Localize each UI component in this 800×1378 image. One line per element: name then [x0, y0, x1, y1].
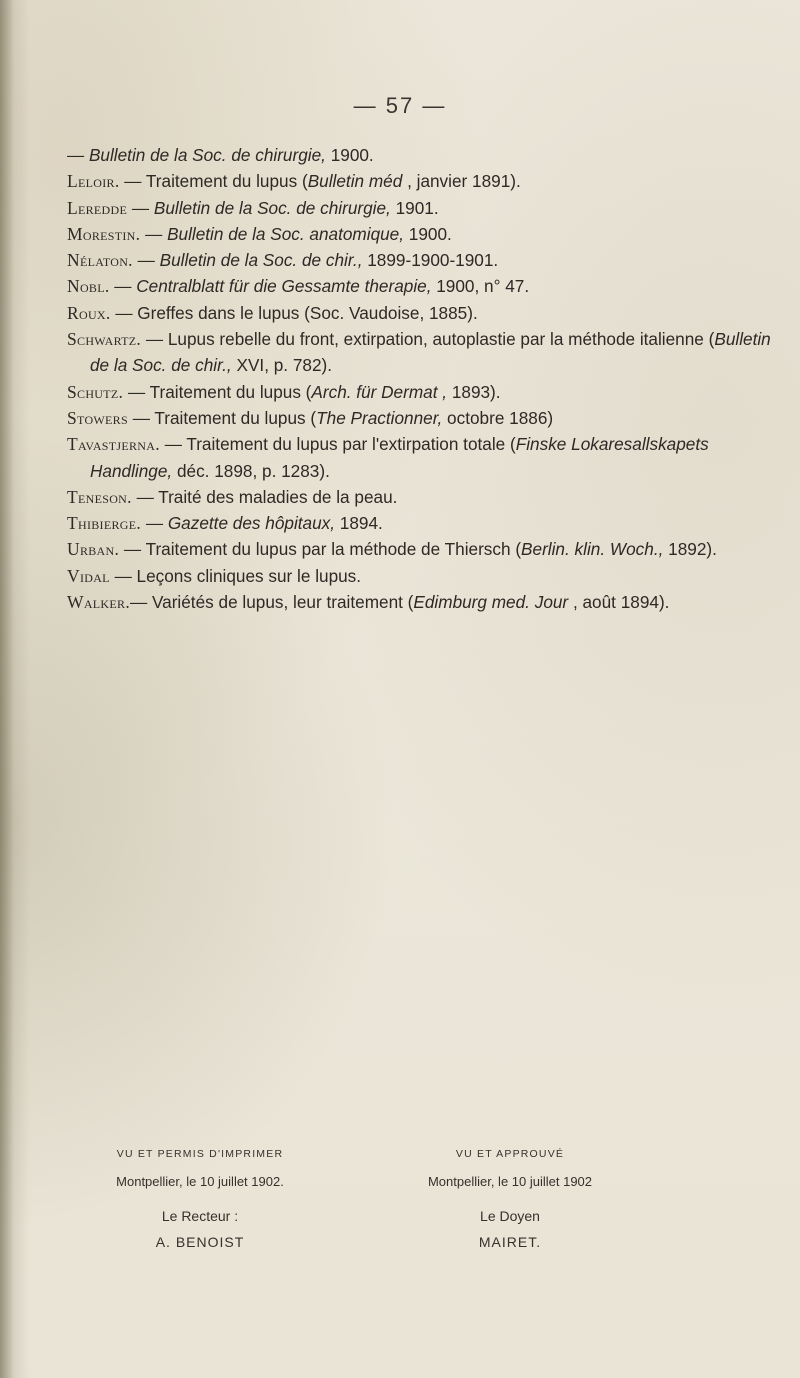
entry-journal-title: Berlin. klin. Woch.,: [521, 539, 664, 560]
entry-journal-title: Bulletin de la Soc. anatomique,: [167, 223, 405, 244]
entry-journal-title: Bulletin de la Soc. de chirurgie,: [88, 145, 326, 165]
entry-author: Morestin.: [67, 223, 141, 244]
entry-text: —: [132, 250, 160, 271]
entry-details: 1900.: [325, 145, 374, 165]
bibliography-entry: [67, 195, 772, 221]
entry-text: —: [140, 223, 168, 244]
entry-details: 1901.: [390, 197, 439, 218]
entry-journal-title: Arch. für Dermat ,: [311, 381, 448, 402]
page-number: — 57 —: [353, 93, 447, 118]
entry-journal-title: Centralblatt für die Gessamte therapie,: [136, 276, 432, 297]
entry-author: Stowers: [67, 407, 128, 428]
entry-text: — Traitement du lupus (: [123, 381, 312, 402]
bibliography-entry: [67, 536, 772, 562]
entry-text: — Variétés de lupus, leur traitement (: [130, 592, 414, 613]
entry-details: 1894.: [335, 513, 383, 534]
entry-author: Schutz.: [67, 381, 124, 402]
page-spine-shadow: [0, 0, 14, 1378]
entry-author: Urban.: [67, 539, 120, 560]
bibliography-entry: [67, 431, 772, 484]
entry-author: Vidal: [67, 565, 110, 586]
entry-author: Tavastjerna.: [67, 434, 160, 455]
bibliography-entry: [67, 589, 772, 615]
bibliography-entry: [67, 563, 772, 589]
entry-author: Leloir.: [67, 171, 120, 192]
approval-place-date: Montpellier, le 10 juillet 1902: [427, 1174, 593, 1189]
entry-author: Leredde: [67, 197, 128, 218]
bibliography-entry: [67, 405, 772, 431]
entry-details: 1892).: [663, 539, 717, 560]
entry-journal-title: Edimburg med. Jour: [413, 592, 569, 613]
entry-text: — Traitement du lupus par l'extirpation totale (: [159, 434, 516, 455]
imprimatur-office: Le Recteur :: [161, 1208, 239, 1224]
entry-author: Nobl.: [67, 276, 110, 297]
entry-text: —: [109, 276, 137, 297]
entry-details: , août 1894).: [568, 592, 670, 613]
entry-details: 1900.: [404, 223, 452, 244]
entry-text: — Traitement du lupus (: [119, 171, 308, 192]
entry-author: Teneson.: [67, 486, 132, 507]
bibliography-entry: [67, 247, 772, 273]
bibliography-entry: [67, 221, 772, 247]
entry-author: Walker.: [67, 592, 130, 613]
entry-details: 1893).: [447, 381, 501, 402]
entry-details: 1900, n° 47.: [431, 276, 530, 297]
entry-text: — Leçons cliniques sur le lupus.: [109, 565, 362, 586]
imprimatur-signer: A. BENOIST: [155, 1234, 245, 1250]
imprimatur-heading: VU ET PERMIS D'IMPRIMER: [116, 1148, 284, 1160]
entry-text: — Traité des maladies de la peau.: [131, 486, 398, 507]
approval-column: [375, 1148, 645, 1250]
approval-heading: VU ET APPROUVÉ: [455, 1148, 565, 1160]
entry-journal-title: Bulletin de la Soc. de chir.,: [90, 329, 771, 376]
entry-text: — Lupus rebelle du front, extirpation, autoplastie par la méthode italienne (: [141, 329, 715, 350]
entry-author: Nélaton.: [67, 250, 133, 271]
bibliography-entry: [67, 142, 772, 168]
imprimatur-column: [65, 1148, 335, 1250]
entry-details: déc. 1898, p. 1283).: [172, 460, 330, 481]
approval-signer: MAIRET.: [478, 1234, 542, 1250]
entry-text: —: [127, 197, 154, 218]
entry-journal-title: Bulletin de la Soc. de chirurgie,: [153, 197, 391, 218]
bibliography-entry: [67, 484, 772, 510]
entry-journal-title: Gazette des hôpitaux,: [167, 513, 336, 534]
entry-author: Thibierge.: [67, 513, 142, 534]
bibliography-entry: [67, 300, 772, 326]
entry-journal-title: The Practionner,: [316, 407, 443, 428]
bibliography-entry: [67, 379, 772, 405]
entry-author: Schwartz.: [67, 329, 142, 350]
imprimatur-place-date: Montpellier, le 10 juillet 1902.: [116, 1174, 284, 1189]
bibliography-entry: [67, 273, 772, 299]
entry-journal-title: Bulletin de la Soc. de chir.,: [159, 250, 363, 271]
approval-office: Le Doyen: [480, 1208, 540, 1224]
entry-text: — Traitement du lupus par la méthode de Thiersch (: [119, 539, 522, 560]
entry-details: , janvier 1891).: [402, 171, 521, 192]
bibliography-entry: [67, 326, 772, 379]
entry-journal-title: Bulletin méd: [307, 171, 403, 192]
entry-text: — Traitement du lupus (: [127, 407, 317, 428]
bibliography-entry: [67, 168, 772, 194]
entry-details: XVI, p. 782).: [231, 355, 333, 376]
entry-text: —: [141, 513, 168, 534]
entry-details: 1899-1900-1901.: [362, 250, 499, 271]
entry-text: — Greffes dans le lupus (Soc. Vaudoise, 1885).: [110, 302, 478, 323]
bibliography-entry: [67, 510, 772, 536]
entry-text: —: [67, 145, 89, 165]
entry-journal-title: Finske Lokaresallskapets Handlinge,: [90, 434, 709, 481]
bibliography-list: [67, 142, 772, 615]
entry-details: octobre 1886): [442, 407, 554, 428]
entry-author: Roux.: [67, 302, 111, 323]
